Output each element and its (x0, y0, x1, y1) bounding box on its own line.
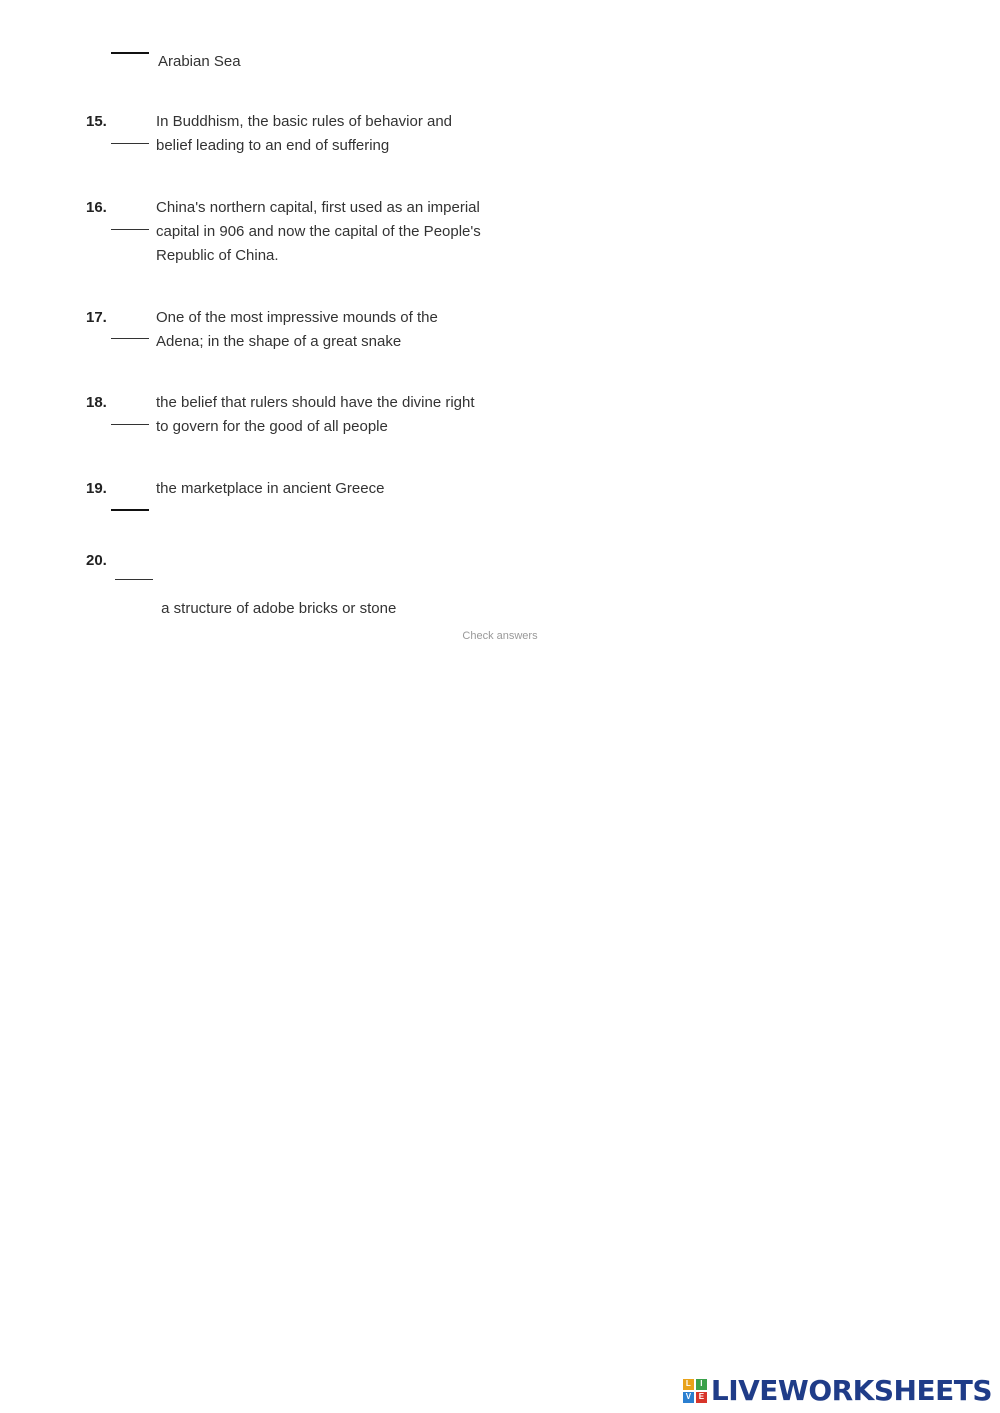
clue-line: belief leading to an end of suffering (156, 137, 390, 154)
clue-text (156, 196, 516, 268)
clue-line: Republic of China. (156, 247, 279, 264)
clue-line: the marketplace in ancient Greece (156, 480, 385, 497)
question-number: 20. (86, 552, 107, 569)
question-number: 15. (86, 113, 107, 130)
clue-text (156, 391, 516, 439)
clue-text (156, 477, 516, 501)
logo-tile: E (696, 1392, 707, 1403)
answer-blank[interactable] (111, 52, 149, 54)
question-number: 17. (86, 309, 107, 326)
clue-line: One of the most impressive mounds of the (156, 309, 438, 326)
logo-tiles-icon (683, 1379, 707, 1403)
clue-text (157, 549, 517, 669)
clue-line: the belief that rulers should have the divine right (156, 394, 475, 411)
clue-text (156, 306, 516, 354)
clue-text (156, 110, 516, 158)
logo-tile: L (683, 1379, 694, 1390)
liveworksheets-logo (683, 1374, 992, 1407)
clue-text (158, 50, 518, 74)
answer-blank[interactable] (111, 229, 149, 230)
question-number: 16. (86, 199, 107, 216)
clue-line: In Buddhism, the basic rules of behavior and (156, 113, 453, 130)
answer-blank[interactable] (111, 338, 149, 339)
logo-tile: V (683, 1392, 694, 1403)
answer-blank[interactable] (111, 143, 149, 144)
question-number: 18. (86, 394, 107, 411)
clue-line: Arabian Sea (158, 53, 241, 70)
answer-blank[interactable] (111, 509, 149, 511)
clue-line: China's northern capital, first used as an imperial (156, 199, 480, 216)
clue-line: to govern for the good of all people (156, 418, 388, 435)
logo-text: LIVEWORKSHEETS (710, 1374, 992, 1407)
check-answers-button[interactable]: Check answers (462, 630, 538, 642)
clue-line: capital in 906 and now the capital of the People's (156, 223, 481, 240)
question-number: 19. (86, 480, 107, 497)
answer-blank[interactable] (111, 424, 149, 425)
clue-line: Adena; in the shape of a great snake (156, 333, 402, 350)
logo-tile: I (696, 1379, 707, 1390)
clue-line: a structure of adobe bricks or stone (157, 600, 397, 617)
answer-blank[interactable] (115, 579, 153, 580)
